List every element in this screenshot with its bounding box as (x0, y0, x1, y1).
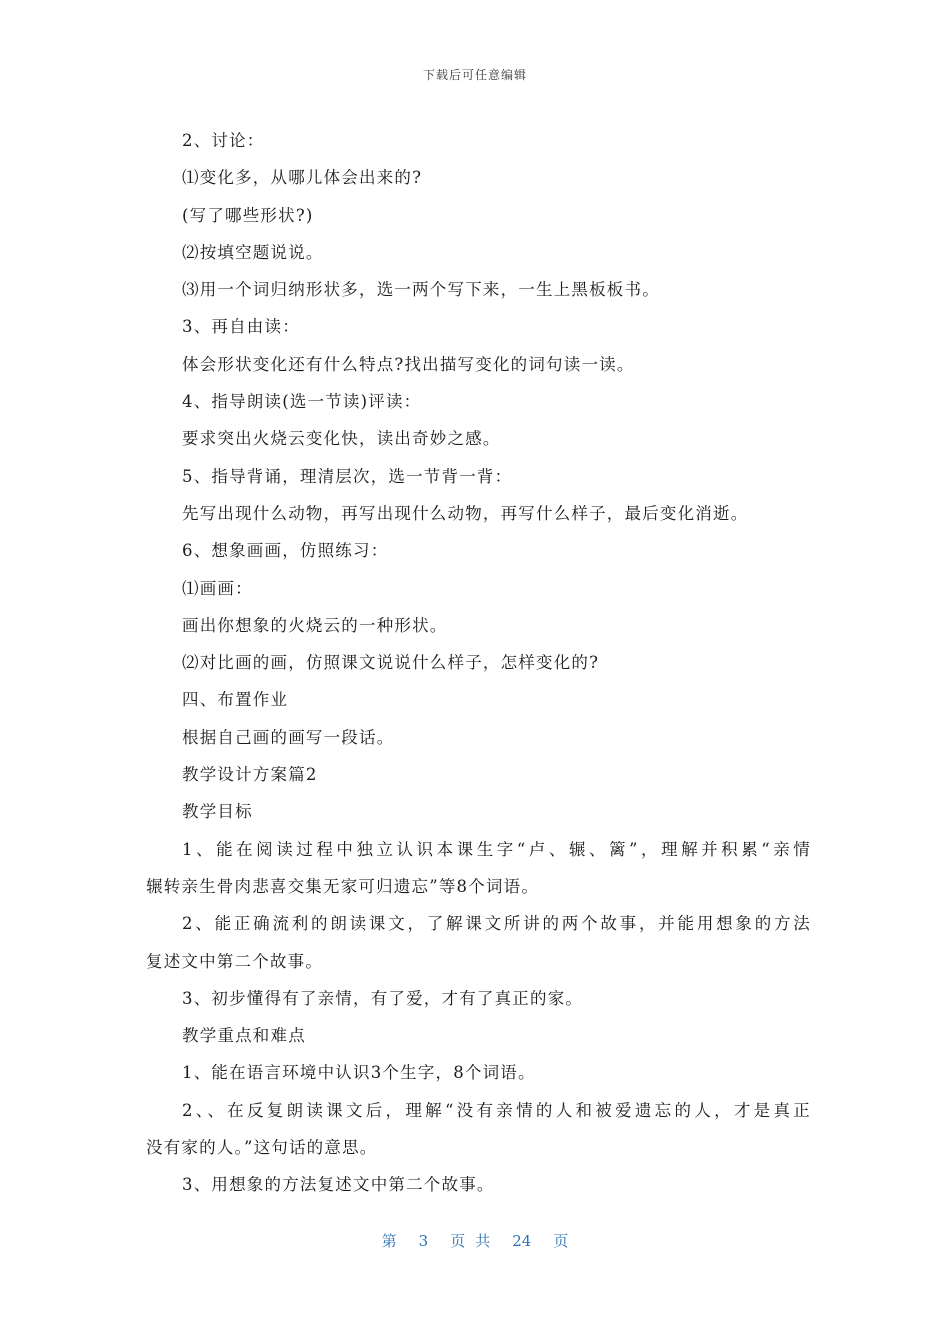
text-line: 先写出现什么动物，再写出现什么动物，再写什么样子，最后变化消逝。 (182, 503, 749, 523)
footer-suffix: 页 (553, 1232, 569, 1250)
text-line: 辗转亲生骨肉悲喜交集无家可归遗忘”等8个词语。 (146, 876, 540, 896)
text-line: 画出你想象的火烧云的一种形状。 (182, 615, 448, 635)
text-line: 2、讨论： (182, 131, 265, 150)
footer-total-pages: 24 (512, 1232, 532, 1250)
text-line: ⑴变化多，从哪儿体会出来的? (182, 168, 423, 188)
text-line: ⑵对比画的画，仿照课文说说什么样子，怎样变化的? (182, 653, 600, 673)
text-line: 没有家的人。”这句话的意思。 (146, 1138, 378, 1158)
page-header-note: 下载后可任意编辑 (422, 68, 527, 82)
text-line: 2、能正确流利的朗读课文，了解课文所讲的两个故事，并能用想象的方法 (182, 914, 811, 934)
page-footer (0, 1230, 950, 1251)
text-line: 体会形状变化还有什么特点?找出描写变化的词句读一读。 (182, 354, 635, 374)
text-line: 3、再自由读： (182, 317, 300, 337)
text-line: 复述文中第二个故事。 (146, 951, 323, 971)
text-line: 1、能在阅读过程中独立认识本课生字“卢、辗、篱”，理解并积累“亲情 (182, 839, 811, 859)
text-line: 根据自己画的画写一段话。 (182, 727, 395, 747)
text-line: 1、能在语言环境中认识3个生字，8个词语。 (182, 1063, 536, 1083)
text-line: 教学设计方案篇2 (182, 765, 318, 785)
footer-prefix: 第 (381, 1232, 397, 1250)
text-line: 3、初步懂得有了亲情，有了爱，才有了真正的家。 (182, 988, 584, 1008)
text-line: 2、、在反复朗读课文后，理解“没有亲情的人和被爱遗忘的人，才是真正 (182, 1100, 811, 1120)
text-line: 四、布置作业 (182, 690, 289, 710)
text-line: 6、想象画画，仿照练习： (182, 541, 389, 561)
footer-current-page: 3 (418, 1232, 429, 1250)
text-line: 4、指导朗读(选一节读)评读： (182, 392, 422, 412)
text-line: ⑵按填空题说说。 (182, 242, 324, 262)
footer-middle: 页共 (450, 1232, 501, 1250)
document-body (146, 122, 811, 1204)
text-line: (写了哪些形状?) (182, 205, 314, 225)
text-line: ⑶用一个词归纳形状多，选一两个写下来，一生上黑板板书。 (182, 280, 660, 300)
text-line: 3、用想象的方法复述文中第二个故事。 (182, 1175, 495, 1195)
text-line: 5、指导背诵，理清层次，选一节背一背： (182, 466, 513, 486)
text-line: 教学重点和难点 (182, 1026, 306, 1046)
text-line: 要求突出火烧云变化快，读出奇妙之感。 (182, 429, 501, 449)
text-line: 教学目标 (182, 802, 253, 822)
text-line: ⑴画画： (182, 578, 253, 598)
